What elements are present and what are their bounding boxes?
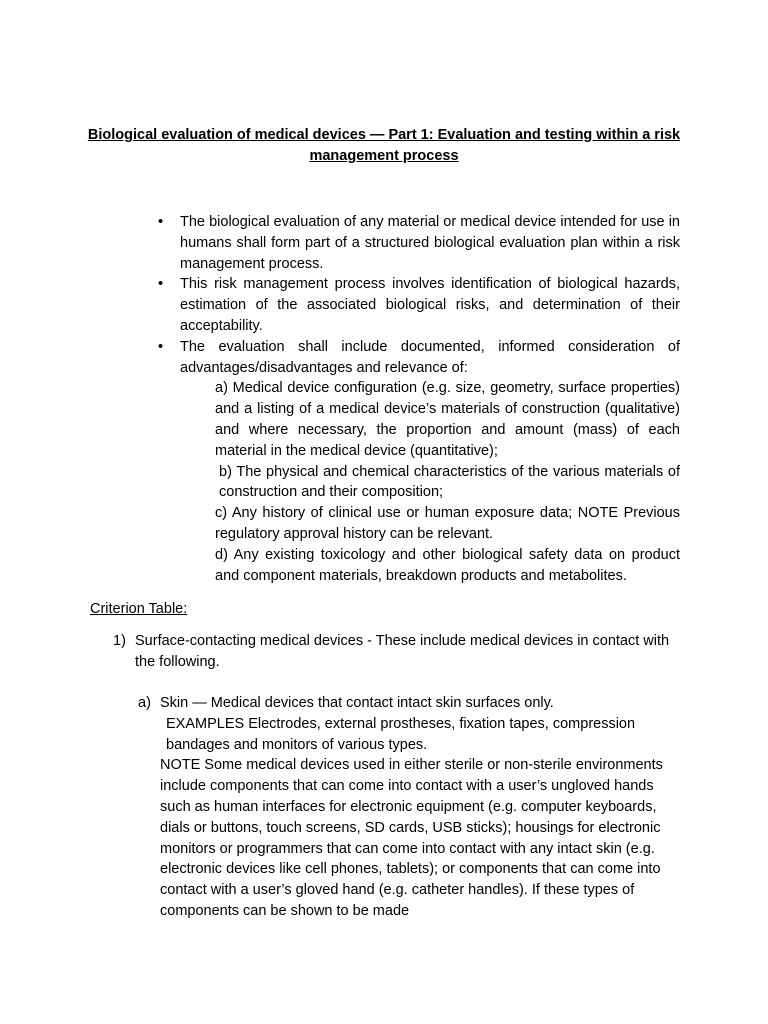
sub-item-list <box>180 378 680 586</box>
bullet-icon: • <box>158 276 164 293</box>
bullet-text: The evaluation shall include documented, informed consideration of advantages/disadvantages and relevance of: <box>180 338 680 376</box>
item-number: 1) <box>113 633 126 649</box>
lettered-item-body <box>138 693 678 922</box>
item-letter: a) <box>138 695 151 711</box>
bullet-item <box>155 212 680 274</box>
document-title: Biological evaluation of medical devices — Part 1: Evaluation and testing within a risk management process <box>87 127 681 164</box>
examples-text: EXAMPLES Electrodes, external prostheses, fixation tapes, compression bandages and monitors of various types. <box>166 715 636 753</box>
bullet-icon: • <box>158 338 164 355</box>
bullet-icon: • <box>158 214 164 230</box>
sub-item: a) Medical device configuration (e.g. size, geometry, surface properties) and a listing of a medical device’s materials of construction (qualitative) and where necessary, the proportion and amount (mass) of each material in the medical device (quantitative); <box>215 380 680 459</box>
sub-item: c) Any history of clinical use or human exposure data; NOTE Previous regulatory approval history can be relevant. <box>215 505 680 542</box>
sub-item: b) The physical and chemical characteristics of the various materials of construction and their composition; <box>219 463 680 501</box>
bullet-list <box>155 212 680 586</box>
bullet-text: This risk management process involves identification of biological hazards, estimation of the associated biological risks, and determination of their acceptability. <box>180 276 680 334</box>
bullet-item <box>155 337 680 587</box>
bullet-text: The biological evaluation of any material or medical device intended for use in humans shall form part of a structured biological evaluation plan within a risk management process. <box>180 214 680 272</box>
criterion-table-heading: Criterion Table: <box>90 601 188 617</box>
numbered-item <box>113 631 673 673</box>
note-text: NOTE Some medical devices used in either sterile or non-sterile environments include components that can come into contact with a user’s ungloved hands such as human interfaces for electronic equipment (e.g. computer keyboards, dials or buttons, touch screens, SD cards, USB sticks); housings for electronic monitors or programmers that can come into contact with any intact skin (e.g. electronic devices like cell phones, tablets); or components that can come into contact with a user’s gloved hand (e.g. catheter handles). If these types of components can be shown to be made <box>160 757 663 919</box>
lettered-item <box>138 693 678 922</box>
sub-item: d) Any existing toxicology and other biological safety data on product and component materials, breakdown products and metabolites. <box>215 546 680 584</box>
skin-definition: Skin — Medical devices that contact intact skin surfaces only. <box>160 695 554 711</box>
numbered-item-text: Surface-contacting medical devices - These include medical devices in contact with the following. <box>135 633 670 670</box>
bullet-item <box>155 274 680 336</box>
